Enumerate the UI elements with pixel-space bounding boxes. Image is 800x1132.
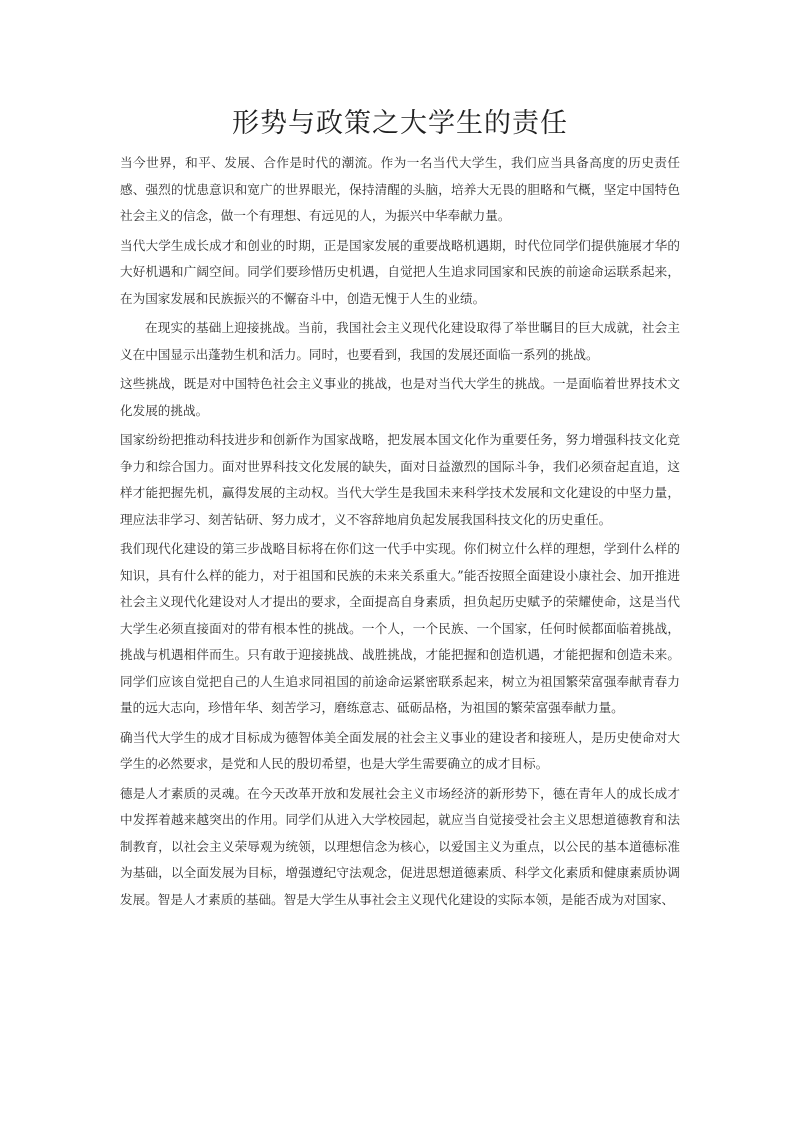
paragraph: 国家纷纷把推动科技进步和创新作为国家战略，把发展本国文化作为重要任务，努力增强科技文化竞争力和综合国力。面对世界科技文化发展的缺失，面对日益激烈的国际斗争，我们必须奋起直追，这样才能把握先机，赢得发展的主动权。当代大学生是我国未来科学技术发展和文化建设的中坚力量，理应法非学习、刻苦钻研、努力成才，义不容辞地肩负起发展我国科技文化的历史重任。: [120, 432, 680, 527]
document-title: 形势与政策之大学生的责任: [232, 108, 568, 139]
document-body: [120, 150, 680, 916]
paragraph: 德是人才素质的灵魂。在今天改革开放和发展社会主义市场经济的新形势下，德在青年人的成长成才中发挥着越来越突出的作用。同学们从进入大学校园起，就应当自觉接受社会主义思想道德教育和法制教育，以社会主义荣辱观为统领，以理想信念为核心，以爱国主义为重点，以公民的基本道德标准为基础，以全面发展为目标，增强遵纪守法观念，促进思想道德素质、科学文化素质和健康素质协调发展。智是人才素质的基础。智是大学生从事社会主义现代化建设的实际本领，是能否成为对国家、: [120, 785, 680, 907]
paragraph: 在现实的基础上迎接挑战。当前，我国社会主义现代化建设取得了举世瞩目的巨大成就，社会主义在中国显示出蓬勃生机和活力。同时，也要看到，我国的发展还面临一系列的挑战。: [120, 320, 680, 362]
paragraph: 确当代大学生的成才目标成为德智体美全面发展的社会主义事业的建设者和接班人，是历史使命对大学生的必然要求，是党和人民的殷切希望，也是大学生需要确立的成才目标。: [120, 729, 680, 771]
paragraph: 这些挑战，既是对中国特色社会主义事业的挑战，也是对当代大学生的挑战。一是面临着世界技术文化发展的挑战。: [120, 376, 680, 418]
paragraph: 我们现代化建设的第三步战略目标将在你们这一代手中实现。你们树立什么样的理想，学到什么样的知识，具有什么样的能力，对于祖国和民族的未来关系重大。”能否按照全面建设小康社会、加开推进社会主义现代化建设对人才提出的要求，全面提高自身素质，担负起历史赋予的荣耀使命，这是当代大学生必须直接面对的带有根本性的挑战。一个人，一个民族、一个国家，任何时候都面临着挑战，挑战与机遇相伴而生。只有敢于迎接挑战、战胜挑战，才能把握和创造机遇，才能把握和创造未来。同学们应该自觉把自己的人生追求同祖国的前途命运紧密联系起来，树立为祖国繁荣富强奉献青春力量的远大志向，珍惜年华、刻苦学习，磨练意志、砥砺品格，为祖国的繁荣富强奉献力量。: [120, 541, 680, 715]
paragraph: 当代大学生成长成才和创业的时期，正是国家发展的重要战略机遇期，时代位同学们提供施展才华的大好机遇和广阔空间。同学们要珍惜历史机遇，自觉把人生追求同国家和民族的前途命运联系起来，在为国家发展和民族振兴的不懈奋斗中，创造无愧于人生的业绩。: [120, 237, 680, 306]
paragraph: 当今世界，和平、发展、合作是时代的潮流。作为一名当代大学生，我们应当具备高度的历史责任感、强烈的忧患意识和宽广的世界眼光，保持清醒的头脑，培养大无畏的胆略和气概，坚定中国特色社会主义的信念，做一个有理想、有远见的人，为振兴中华奉献力量。: [120, 155, 680, 223]
